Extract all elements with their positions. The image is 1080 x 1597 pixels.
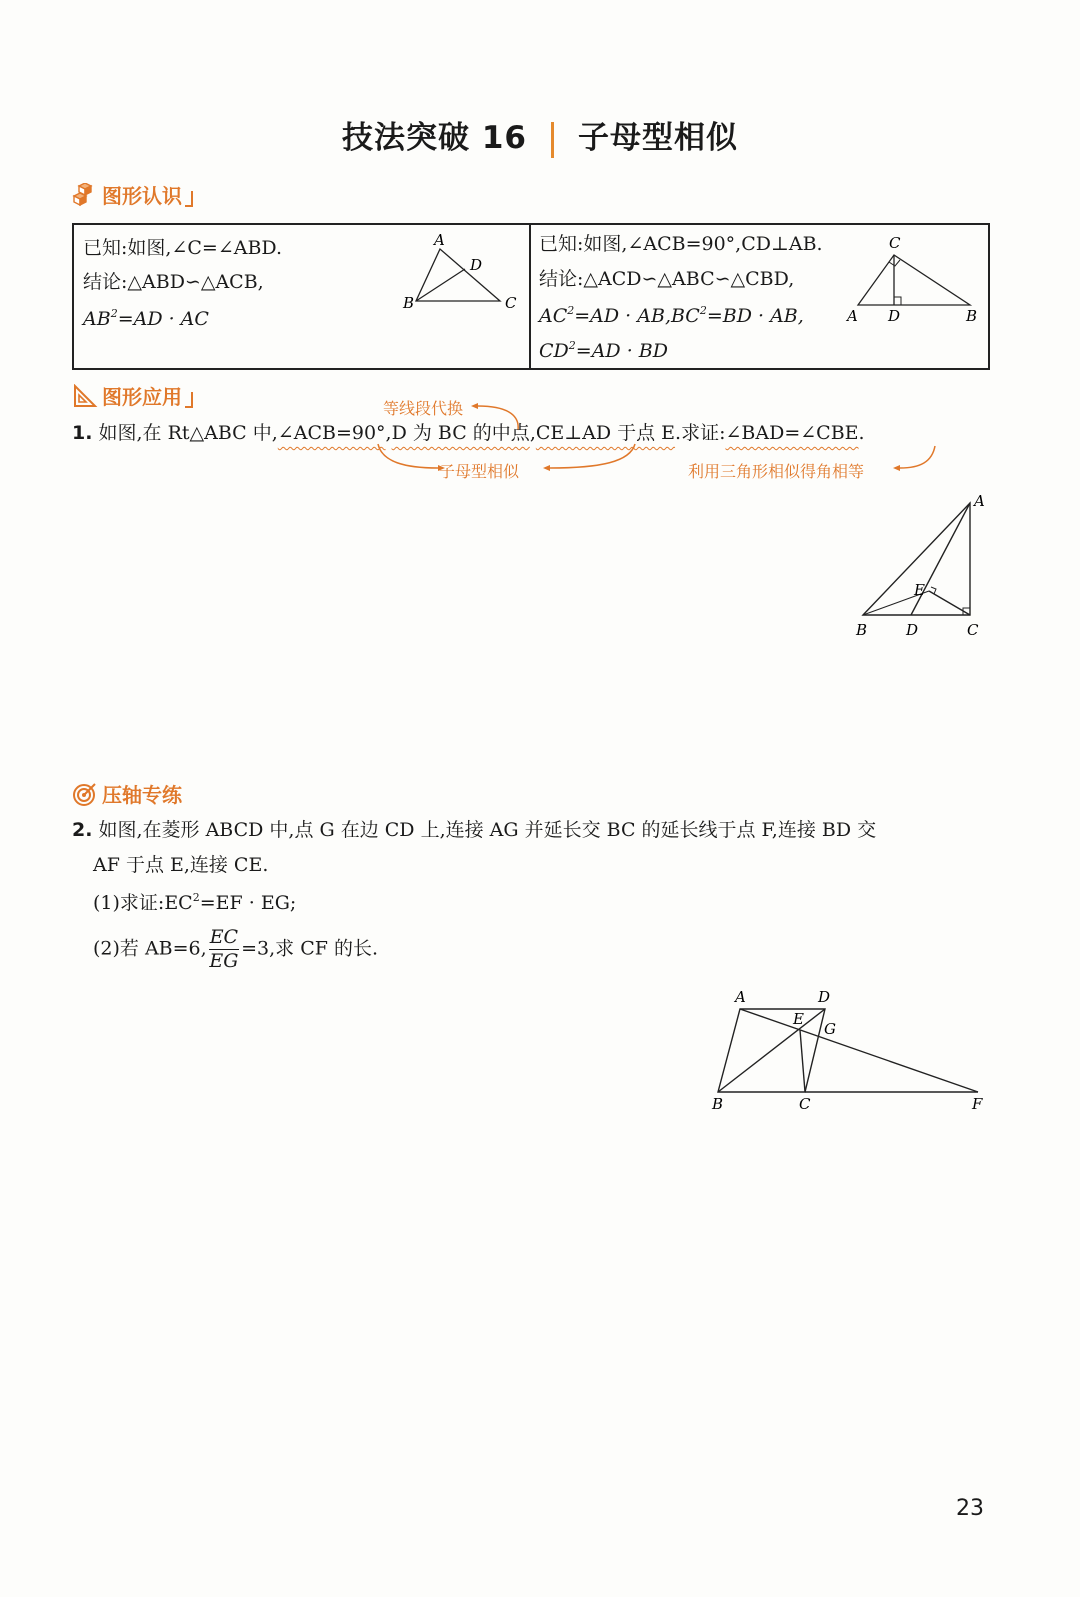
label-B: B	[712, 1095, 724, 1113]
label-C: C	[505, 294, 517, 312]
table-divider	[529, 225, 531, 368]
label-A: A	[735, 988, 746, 1006]
technique-label: 技法突破 16	[342, 120, 527, 156]
fraction-ec-eg: $\frac{EC}{EG}$	[209, 926, 239, 972]
label-D: D	[818, 988, 831, 1006]
label-B: B	[966, 307, 978, 325]
label-C: C	[799, 1095, 811, 1113]
right-formula-2: $CD^2=AD$ · BD	[539, 339, 668, 362]
right-formula-1: $AC^2=AD \cdot AB,BC^2=BD$ · AB,	[539, 304, 804, 327]
right-given: 已知:如图,∠ACB=90°,CD⊥AB.	[539, 233, 823, 255]
annotation-mother-child-similarity: 子母型相似	[439, 462, 520, 481]
label-B: B	[403, 294, 415, 312]
label-G: G	[824, 1020, 836, 1038]
section-title-recognize: 图形认识	[102, 184, 182, 208]
label-B: B	[856, 621, 868, 639]
question-2-number: 2.	[72, 819, 93, 841]
section-header-practice	[72, 779, 182, 808]
question-2-figure	[700, 982, 1000, 1122]
target-icon	[72, 781, 98, 807]
section-title-practice: 压轴专练	[102, 783, 182, 807]
annotation-segment-substitution: 等线段代换	[383, 399, 464, 418]
label-D: D	[888, 307, 901, 325]
label-D: D	[470, 256, 483, 274]
label-A: A	[434, 231, 445, 249]
label-E: E	[914, 581, 925, 599]
question-1-figure	[845, 488, 995, 643]
topic-label: 子母型相似	[577, 120, 738, 156]
label-A: A	[974, 492, 985, 510]
page-number: 23	[956, 1496, 984, 1521]
question-2-line-2: AF 于点 E,连接 CE.	[93, 854, 269, 876]
label-F: F	[972, 1095, 983, 1113]
section-header-apply	[72, 381, 193, 410]
question-2-part-1: (1)求证$:EC^2=EF$ · EG;	[93, 891, 297, 914]
page-title	[0, 112, 1080, 158]
question-2-part-2: (2)若 AB=6, $\frac{EC}{EG}$ =3,求 CF 的长.	[93, 926, 378, 972]
question-1-number: 1.	[72, 422, 93, 444]
label-C: C	[967, 621, 979, 639]
label-C: C	[889, 234, 901, 252]
left-given: 已知:如图,∠C=∠ABD.	[83, 237, 283, 259]
annotation-similar-angles: 利用三角形相似得角相等	[688, 462, 865, 481]
cubes-icon	[72, 183, 98, 207]
figure-right-triangle	[844, 229, 984, 329]
section-header-recognize	[72, 180, 193, 209]
right-conclusion: 结论:△ACD∽△ABC∽△CBD,	[539, 268, 795, 290]
figure-left-triangle	[394, 229, 524, 319]
label-A: A	[847, 307, 858, 325]
set-square-icon	[72, 384, 98, 408]
left-formula: $AB^2=AD$ · AC	[83, 307, 209, 330]
recognition-table	[72, 223, 990, 370]
question-1-text: 1. 如图,在 Rt△ABC 中,∠ACB=90°,D 为 BC 的中点,CE⊥AD 于点 E.求证:∠BAD=∠CBE.	[72, 422, 865, 444]
label-D: D	[906, 621, 919, 639]
title-divider	[551, 122, 554, 158]
section-title-apply: 图形应用	[102, 385, 182, 409]
label-E: E	[793, 1010, 804, 1028]
question-2-line-1: 2. 如图,在菱形 ABCD 中,点 G 在边 CD 上,连接 AG 并延长交 BC 的延长线于点 F,连接 BD 交	[72, 819, 877, 841]
left-conclusion: 结论:△ABD∽△ACB,	[83, 271, 264, 293]
